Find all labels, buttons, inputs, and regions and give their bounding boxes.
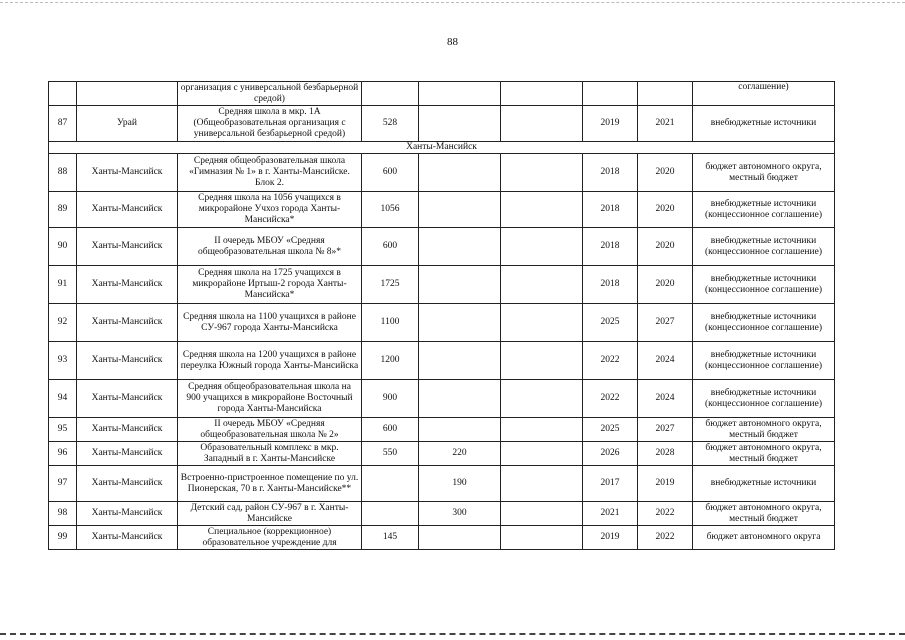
row-number: 91 [49, 266, 77, 304]
places-cell: 900 [362, 380, 419, 418]
places2-cell: 190 [419, 466, 501, 502]
start-year-cell: 2017 [583, 466, 638, 502]
row-number: 95 [49, 418, 77, 442]
funding-cell: внебюджетные источники (концессионное соглашение) [693, 380, 835, 418]
places-cell: 145 [362, 526, 419, 550]
places2-cell [419, 106, 501, 142]
object-cell: Детский сад, район СУ-967 в г. Ханты-Мансийске [178, 502, 362, 526]
places2-cell [419, 266, 501, 304]
places2-cell [419, 380, 501, 418]
empty-cell [501, 228, 583, 266]
empty-cell [501, 418, 583, 442]
places-cell: 600 [362, 154, 419, 192]
city-cell: Ханты-Мансийск [77, 380, 178, 418]
start-year-cell: 2025 [583, 304, 638, 342]
objects-table [48, 81, 835, 550]
places-cell: 528 [362, 106, 419, 142]
city-cell: Ханты-Мансийск [77, 304, 178, 342]
places-cell: 1100 [362, 304, 419, 342]
empty-cell [501, 304, 583, 342]
table-row [49, 342, 835, 380]
object-cell: Средняя общеобразовательная школа «Гимназия № 1» в г. Ханты-Мансийске. Блок 2. [178, 154, 362, 192]
places2-cell: 300 [419, 502, 501, 526]
top-edge-line [0, 2, 905, 3]
start-year-cell: 2022 [583, 380, 638, 418]
row-number: 99 [49, 526, 77, 550]
places-cell: 600 [362, 228, 419, 266]
table-row [49, 154, 835, 192]
start-year-cell: 2018 [583, 266, 638, 304]
table-row [49, 466, 835, 502]
object-cell: организация с универсальной безбарьерной средой) [178, 82, 362, 106]
funding-cell: бюджет автономного округа, местный бюджет [693, 418, 835, 442]
places-cell [362, 466, 419, 502]
row-number: 97 [49, 466, 77, 502]
places2-cell [419, 418, 501, 442]
row-number: 96 [49, 442, 77, 466]
empty-cell [501, 342, 583, 380]
table-row [49, 418, 835, 442]
empty-cell [501, 266, 583, 304]
region-header-row [49, 142, 835, 154]
table-row [49, 502, 835, 526]
empty-cell [501, 466, 583, 502]
end-year-cell: 2028 [638, 442, 693, 466]
start-year-cell: 2019 [583, 106, 638, 142]
funding-cell: внебюджетные источники (концессионное соглашение) [693, 304, 835, 342]
end-year-cell: 2027 [638, 304, 693, 342]
row-number: 92 [49, 304, 77, 342]
funding-cell: бюджет автономного округа, местный бюджет [693, 154, 835, 192]
row-number: 98 [49, 502, 77, 526]
end-year-cell: 2022 [638, 526, 693, 550]
city-cell: Ханты-Мансийск [77, 266, 178, 304]
places-cell: 1056 [362, 192, 419, 228]
table-row [49, 266, 835, 304]
empty-cell [501, 380, 583, 418]
places2-cell [419, 526, 501, 550]
places2-cell: 220 [419, 442, 501, 466]
row-number: 93 [49, 342, 77, 380]
row-number: 94 [49, 380, 77, 418]
empty-cell [501, 442, 583, 466]
funding-cell: бюджет автономного округа [693, 526, 835, 550]
table-row [49, 442, 835, 466]
object-cell: Средняя школа в мкр. 1А (Общеобразовательная организация с универсальной безбарьерной средой) [178, 106, 362, 142]
row-number: 89 [49, 192, 77, 228]
places-cell: 1200 [362, 342, 419, 380]
city-cell: Ханты-Мансийск [77, 466, 178, 502]
funding-cell: внебюджетные источники (концессионное соглашение) [693, 342, 835, 380]
empty-cell [501, 526, 583, 550]
funding-cell: соглашение) [693, 82, 835, 106]
funding-cell: внебюджетные источники (концессионное соглашение) [693, 228, 835, 266]
places2-cell [419, 192, 501, 228]
funding-cell: внебюджетные источники (концессионное соглашение) [693, 192, 835, 228]
start-year-cell: 2019 [583, 526, 638, 550]
start-year-cell: 2021 [583, 502, 638, 526]
table-row [49, 192, 835, 228]
row-number: 90 [49, 228, 77, 266]
row-number: 88 [49, 154, 77, 192]
funding-cell: внебюджетные источники [693, 466, 835, 502]
empty-cell [501, 106, 583, 142]
end-year-cell: 2020 [638, 192, 693, 228]
places-cell: 600 [362, 418, 419, 442]
places2-cell [419, 342, 501, 380]
places2-cell [419, 228, 501, 266]
empty-cell [501, 502, 583, 526]
table-row-continuation [49, 82, 835, 106]
city-cell: Ханты-Мансийск [77, 526, 178, 550]
end-year-cell: 2027 [638, 418, 693, 442]
places2-cell [419, 154, 501, 192]
city-cell: Ханты-Мансийск [77, 154, 178, 192]
city-cell: Ханты-Мансийск [77, 502, 178, 526]
object-cell: II очередь МБОУ «Средняя общеобразовательная школа № 2» [178, 418, 362, 442]
end-year-cell: 2019 [638, 466, 693, 502]
start-year-cell: 2018 [583, 228, 638, 266]
object-cell: Средняя школа на 1200 учащихся в районе переулка Южный города Ханты-Мансийска [178, 342, 362, 380]
end-year-cell: 2022 [638, 502, 693, 526]
funding-cell: внебюджетные источники (концессионное соглашение) [693, 266, 835, 304]
table-row [49, 304, 835, 342]
funding-cell: бюджет автономного округа, местный бюджет [693, 442, 835, 466]
start-year-cell: 2022 [583, 342, 638, 380]
funding-cell: бюджет автономного округа, местный бюджет [693, 502, 835, 526]
start-year-cell: 2018 [583, 192, 638, 228]
object-cell: Средняя школа на 1056 учащихся в микрорайоне Учхоз города Ханты-Мансийска* [178, 192, 362, 228]
object-cell: II очередь МБОУ «Средняя общеобразовательная школа № 8»* [178, 228, 362, 266]
end-year-cell: 2020 [638, 228, 693, 266]
places2-cell [419, 304, 501, 342]
table-row [49, 380, 835, 418]
city-cell: Ханты-Мансийск [77, 228, 178, 266]
object-cell: Образовательный комплекс в мкр. Западный в г. Ханты-Мансийске [178, 442, 362, 466]
object-cell: Специальное (коррекционное) образовательное учреждение для [178, 526, 362, 550]
table-row [49, 526, 835, 550]
empty-cell [501, 154, 583, 192]
places-cell [362, 502, 419, 526]
page-number: 88 [447, 36, 458, 48]
table-row [49, 106, 835, 142]
start-year-cell: 2026 [583, 442, 638, 466]
table-row [49, 228, 835, 266]
city-cell: Ханты-Мансийск [77, 342, 178, 380]
city-cell: Ханты-Мансийск [77, 418, 178, 442]
end-year-cell: 2024 [638, 342, 693, 380]
object-cell: Встроенно-пристроенное помещение по ул. Пионерская, 70 в г. Ханты-Мансийске** [178, 466, 362, 502]
object-cell: Средняя школа на 1725 учащихся в микрорайоне Иртыш-2 города Ханты-Мансийска* [178, 266, 362, 304]
places-cell: 550 [362, 442, 419, 466]
city-cell: Ханты-Мансийск [77, 442, 178, 466]
start-year-cell: 2018 [583, 154, 638, 192]
object-cell: Средняя школа на 1100 учащихся в районе СУ-967 города Ханты-Мансийска [178, 304, 362, 342]
bottom-edge-line [0, 633, 905, 635]
end-year-cell: 2021 [638, 106, 693, 142]
row-number: 87 [49, 106, 77, 142]
region-title: Ханты-Мансийск [49, 142, 835, 154]
end-year-cell: 2020 [638, 154, 693, 192]
end-year-cell: 2024 [638, 380, 693, 418]
places-cell: 1725 [362, 266, 419, 304]
empty-cell [501, 192, 583, 228]
start-year-cell: 2025 [583, 418, 638, 442]
object-cell: Средняя общеобразовательная школа на 900 учащихся в микрорайоне Восточный города Ханты-Мансийска [178, 380, 362, 418]
end-year-cell: 2020 [638, 266, 693, 304]
city-cell: Ханты-Мансийск [77, 192, 178, 228]
city-cell: Урай [77, 106, 178, 142]
funding-cell: внебюджетные источники [693, 106, 835, 142]
